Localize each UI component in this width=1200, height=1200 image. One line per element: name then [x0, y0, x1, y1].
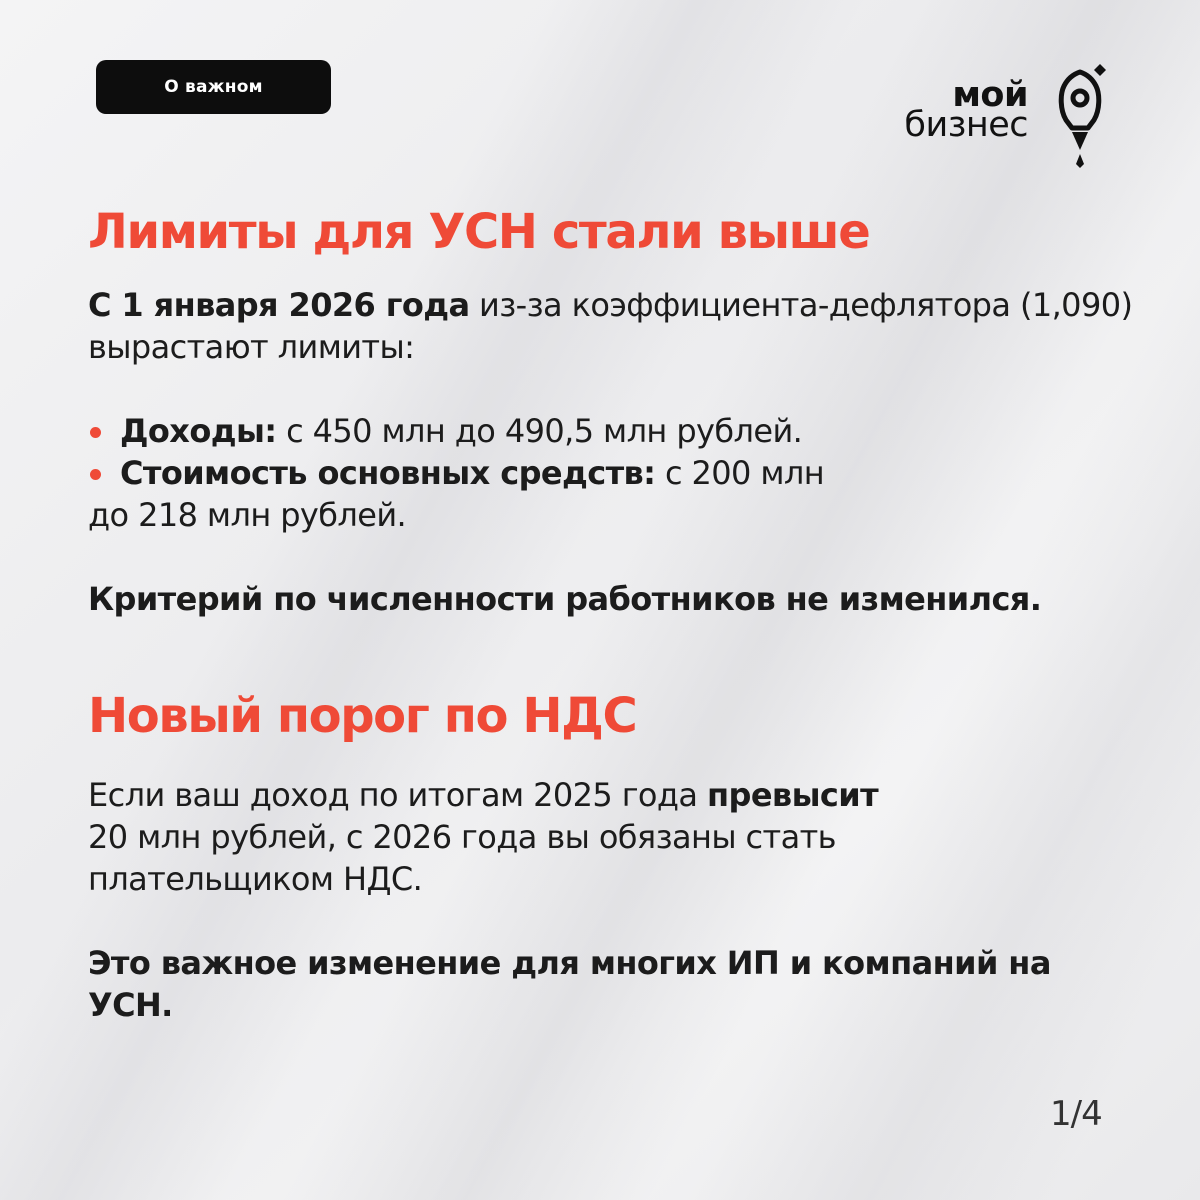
category-tag: [96, 60, 331, 114]
section2-text-part2: 20 млн рублей, с 2026 года вы обязаны стать плательщиком НДС.: [88, 818, 836, 898]
section1-heading: Лимиты для УСН стали выше: [88, 204, 870, 260]
page-counter: 1/4: [1050, 1094, 1102, 1134]
bullet-dot: [90, 469, 101, 480]
list-item-fixed-assets: [88, 452, 1148, 494]
brand-logo: [860, 58, 1110, 170]
section2-text-part1: Если ваш доход по итогам 2025 года: [88, 776, 708, 814]
brand-logo-line2: бизнес: [904, 105, 1028, 145]
section2-note: Это важное изменение для многих ИП и компаний на УСН.: [88, 944, 1051, 1024]
section1-intro-rest: из-за коэффициента-дефлятора (1,090) вырастают лимиты:: [88, 286, 1133, 366]
section2-text-bold: превысит: [707, 776, 879, 814]
brand-logo-text: [904, 75, 1028, 145]
list-item-label: Доходы:: [120, 412, 277, 450]
list-item-label: Стоимость основных средств:: [120, 454, 656, 492]
section1-intro-bold: С 1 января 2026 года: [88, 286, 470, 324]
section1-note: Критерий по численности работников не изменился.: [88, 580, 1042, 618]
list-item-text: с 200 млн: [655, 454, 825, 492]
limits-list: [88, 410, 1148, 536]
list-item-continuation: до 218 млн рублей.: [88, 496, 407, 534]
section2-text: [88, 774, 1008, 900]
section2-heading: Новый порог по НДС: [88, 688, 637, 744]
section1-intro: [88, 284, 1148, 368]
brand-logo-line1: мой: [952, 75, 1028, 115]
main-content: [88, 200, 1148, 1026]
category-tag-label: О важном: [164, 77, 263, 97]
bullet-dot: [90, 427, 101, 438]
rocket-pin-icon: [1050, 58, 1110, 170]
list-item-text: с 450 млн до 490,5 млн рублей.: [276, 412, 803, 450]
list-item-income: [88, 410, 1148, 452]
